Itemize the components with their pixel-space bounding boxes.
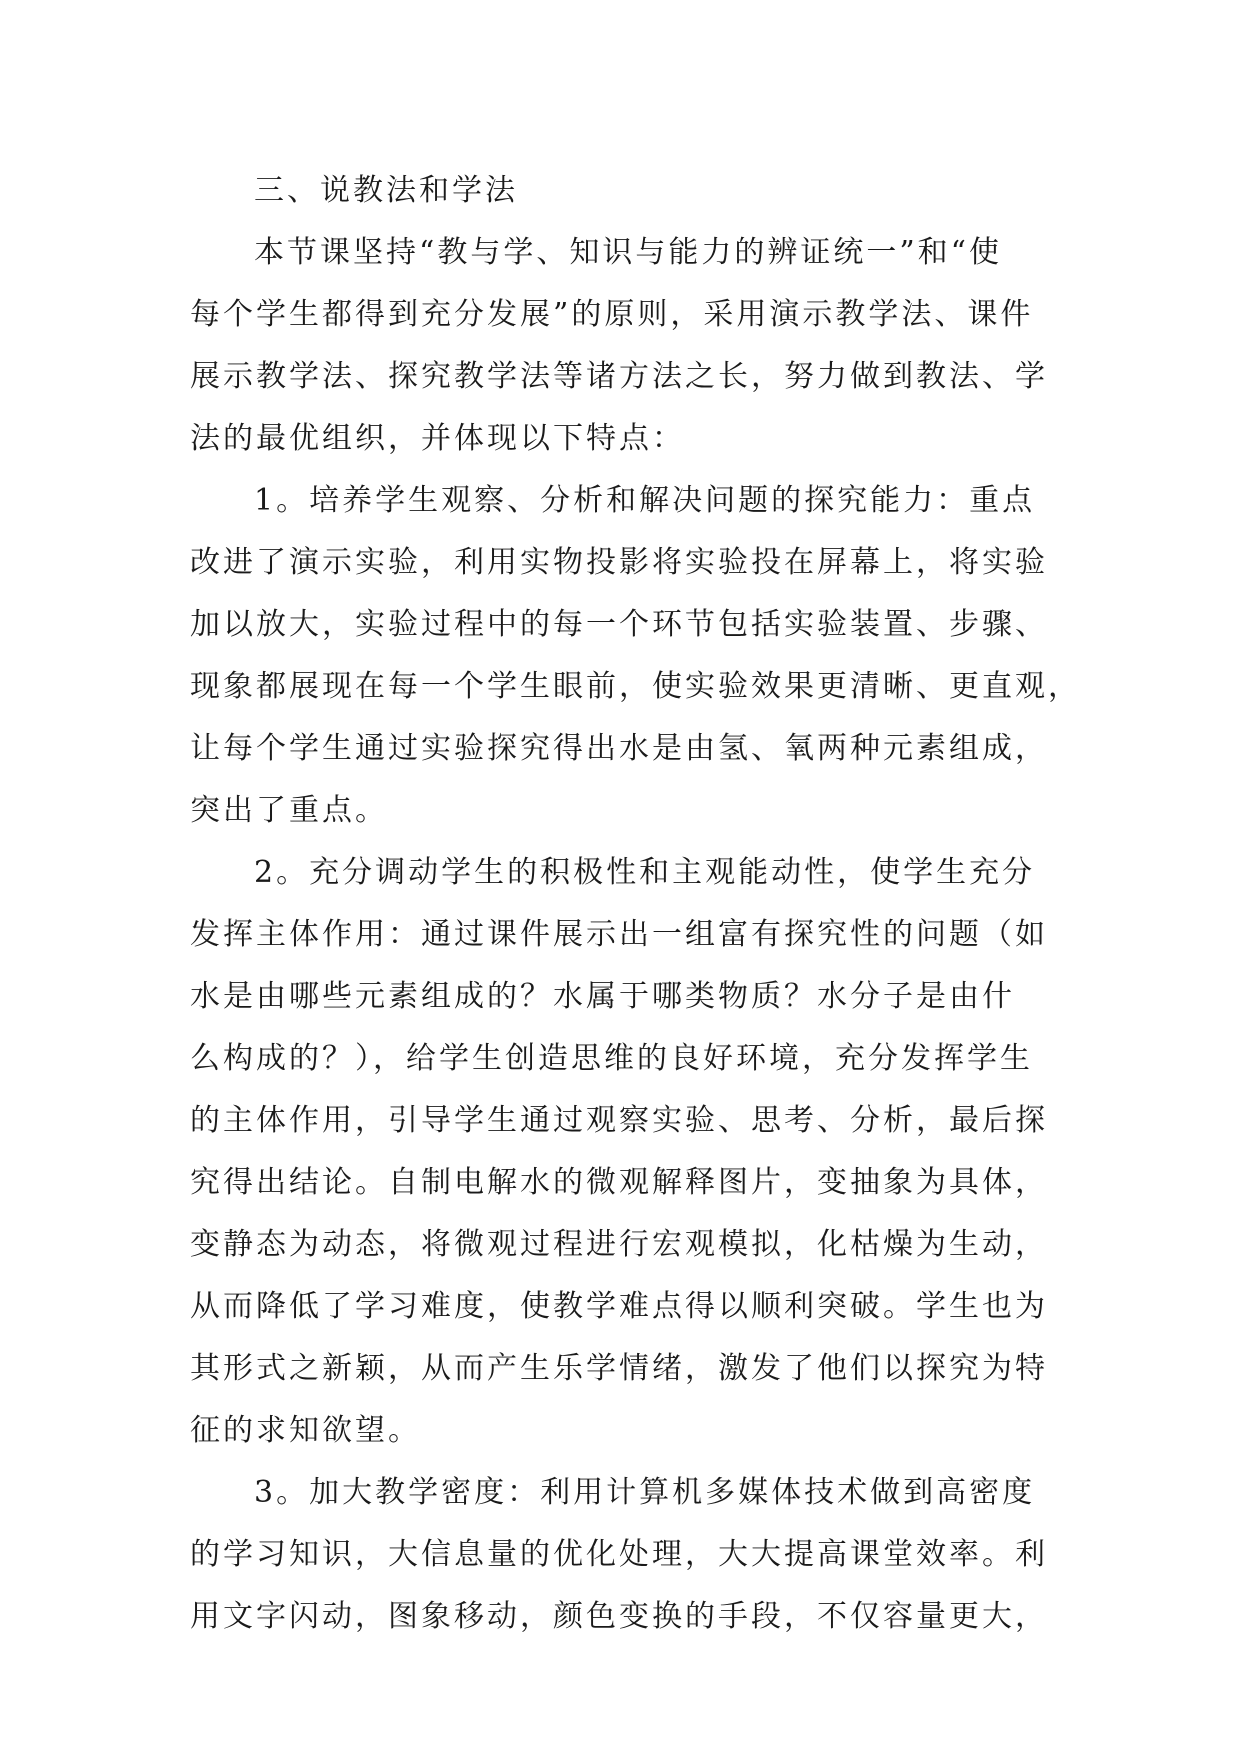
paragraph-line: 从而降低了学习难度，使教学难点得以顺利突破。学生也为 xyxy=(190,1289,1048,1324)
paragraph-line: 用文字闪动，图象移动，颜色变换的手段，不仅容量更大， xyxy=(190,1599,1048,1634)
paragraph-line: 每个学生都得到充分发展”的原则，采用演示教学法、课件 xyxy=(190,297,1034,332)
paragraph-line: 变静态为动态，将微观过程进行宏观模拟，化枯燥为生动， xyxy=(190,1227,1048,1262)
document-body xyxy=(190,160,1081,1648)
paragraph-line: 突出了重点。 xyxy=(190,793,388,828)
paragraph-line: 展示教学法、探究教学法等诸方法之长，努力做到教法、学 xyxy=(190,359,1048,394)
paragraph-line: 究得出结论。自制电解水的微观解释图片，变抽象为具体， xyxy=(190,1165,1048,1200)
paragraph-line: 改进了演示实验，利用实物投影将实验投在屏幕上，将实验 xyxy=(190,545,1048,580)
paragraph-line: 其形式之新颖，从而产生乐学情绪，激发了他们以探究为特 xyxy=(190,1351,1048,1386)
paragraph-line: 发挥主体作用：通过课件展示出一组富有探究性的问题（如 xyxy=(190,917,1048,952)
paragraph-line: 的主体作用，引导学生通过观察实验、思考、分析，最后探 xyxy=(190,1103,1048,1138)
paragraph-line: 么构成的？），给学生创造思维的良好环境，充分发挥学生 xyxy=(190,1041,1033,1076)
paragraph-line: 法的最优组织，并体现以下特点： xyxy=(190,421,685,456)
paragraph-line: 征的求知欲望。 xyxy=(190,1413,421,1448)
paragraph-line: 2。充分调动学生的积极性和主观能动性，使学生充分 xyxy=(254,855,1036,890)
paragraph-line: 3。加大教学密度：利用计算机多媒体技术做到高密度 xyxy=(254,1475,1036,1510)
paragraph-line: 1。培养学生观察、分析和解决问题的探究能力：重点 xyxy=(254,483,1036,518)
paragraph-line: 让每个学生通过实验探究得出水是由氢、氧两种元素组成， xyxy=(190,731,1048,766)
paragraph-line: 现象都展现在每一个学生眼前，使实验效果更清晰、更直观， xyxy=(190,669,1081,704)
paragraph-line: 水是由哪些元素组成的？水属于哪类物质？水分子是由什 xyxy=(190,979,1015,1014)
paragraph-line: 本节课坚持“教与学、知识与能力的辨证统一”和“使 xyxy=(254,235,1003,270)
paragraph-line: 加以放大，实验过程中的每一个环节包括实验装置、步骤、 xyxy=(190,607,1048,642)
paragraph-line: 的学习知识，大信息量的优化处理，大大提高课堂效率。利 xyxy=(190,1537,1048,1572)
section-heading: 三、说教法和学法 xyxy=(254,173,518,208)
